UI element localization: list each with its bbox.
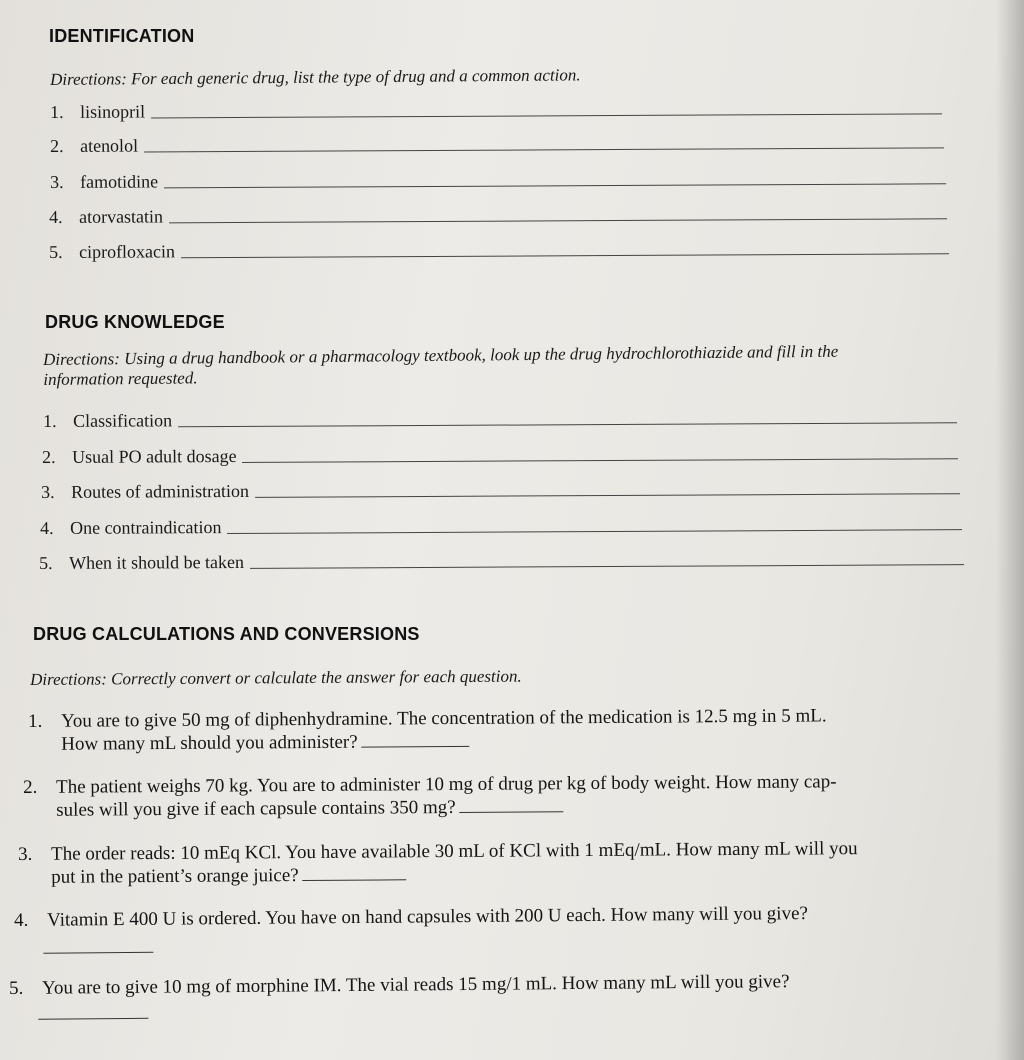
directions-line: information requested. — [43, 368, 198, 389]
question-text: You are to give 50 mg of diphenhydramine. The concentration of the medication is 12.5 mg in 5 mL. — [61, 705, 827, 732]
item-label: Classification — [72, 410, 173, 431]
item-number: 5. — [39, 552, 53, 573]
question-number: 2. — [23, 776, 38, 798]
item-label: One contraindication — [69, 517, 222, 538]
drug-knowledge-item — [40, 513, 962, 539]
answer-blank[interactable] — [38, 1017, 148, 1020]
question-text: put in the patient’s orange juice? — [51, 865, 299, 888]
identification-item — [50, 167, 946, 193]
item-label: Usual PO adult dosage — [71, 445, 237, 467]
calculation-question — [9, 969, 969, 1020]
item-label: atenolol — [79, 135, 139, 156]
item-number: 3. — [50, 171, 64, 192]
item-label: famotidine — [79, 171, 159, 192]
question-text: The patient weighs 70 kg. You are to administer 10 mg of drug per kg of body weight. How many cap- — [56, 771, 837, 798]
drug-knowledge-item — [39, 548, 964, 574]
calculation-question — [23, 769, 983, 822]
question-number: 4. — [14, 909, 29, 931]
answer-blank[interactable] — [362, 745, 470, 748]
answer-line[interactable] — [144, 146, 944, 152]
answer-line[interactable] — [228, 528, 963, 534]
item-label: lisinopril — [79, 101, 146, 122]
calculations-directions: Directions: Correctly convert or calculate the answer for each question. — [30, 666, 522, 689]
page-edge-shadow — [996, 0, 1024, 1060]
item-label: Routes of administration — [70, 480, 250, 502]
identification-item — [50, 97, 942, 123]
drug-knowledge-heading: DRUG KNOWLEDGE — [45, 312, 225, 332]
item-label: When it should be taken — [68, 551, 245, 573]
question-number: 1. — [28, 710, 43, 732]
item-label: atorvastatin — [78, 206, 164, 227]
answer-line[interactable] — [181, 252, 949, 258]
calculations-heading: DRUG CALCULATIONS AND CONVERSIONS — [33, 624, 420, 644]
identification-item — [49, 237, 949, 263]
calculation-question — [18, 836, 993, 889]
item-number: 2. — [42, 446, 56, 467]
item-number: 5. — [49, 241, 63, 262]
question-text: sules will you give if each capsule contains 350 mg? — [56, 796, 456, 821]
answer-line[interactable] — [169, 217, 947, 223]
answer-blank[interactable] — [460, 810, 564, 813]
question-text: Vitamin E 400 U is ordered. You have on hand capsules with 200 U each. How many will you give? — [47, 903, 809, 931]
answer-line[interactable] — [164, 182, 946, 188]
calculation-question — [28, 704, 948, 756]
question-number: 3. — [18, 843, 33, 865]
answer-line[interactable] — [151, 112, 942, 118]
item-number: 4. — [40, 517, 54, 538]
answer-line[interactable] — [178, 421, 957, 427]
identification-item — [50, 131, 944, 157]
answer-line[interactable] — [250, 563, 964, 569]
item-number: 1. — [50, 101, 64, 122]
item-number: 1. — [43, 410, 57, 431]
question-text: The order reads: 10 mEq KCl. You have available 30 mL of KCl with 1 mEq/mL. How many mL will you — [51, 838, 858, 865]
identification-directions: Directions: For each generic drug, list the type of drug and a common action. — [50, 65, 581, 89]
drug-knowledge-item — [43, 406, 957, 432]
item-number: 2. — [50, 135, 64, 156]
question-number: 5. — [9, 977, 24, 999]
calculation-question — [14, 901, 974, 954]
question-text: How many mL should you administer? — [61, 731, 358, 755]
drug-knowledge-item — [42, 442, 958, 468]
answer-blank[interactable] — [303, 878, 407, 881]
drug-knowledge-directions — [43, 340, 953, 390]
answer-line[interactable] — [255, 492, 960, 498]
item-label: ciprofloxacin — [78, 241, 176, 262]
identification-item — [49, 202, 947, 228]
drug-knowledge-item — [41, 477, 960, 503]
directions-line: Directions: Using a drug handbook or a pharmacology textbook, look up the drug hydrochlorothiazide and fill in the — [43, 341, 839, 369]
answer-blank[interactable] — [43, 951, 153, 954]
item-number: 4. — [49, 206, 63, 227]
question-text: You are to give 10 mg of morphine IM. The vial reads 15 mg/1 mL. How many mL will you give? — [42, 971, 790, 999]
item-number: 3. — [41, 481, 55, 502]
answer-line[interactable] — [243, 457, 959, 463]
identification-heading: IDENTIFICATION — [49, 26, 195, 46]
